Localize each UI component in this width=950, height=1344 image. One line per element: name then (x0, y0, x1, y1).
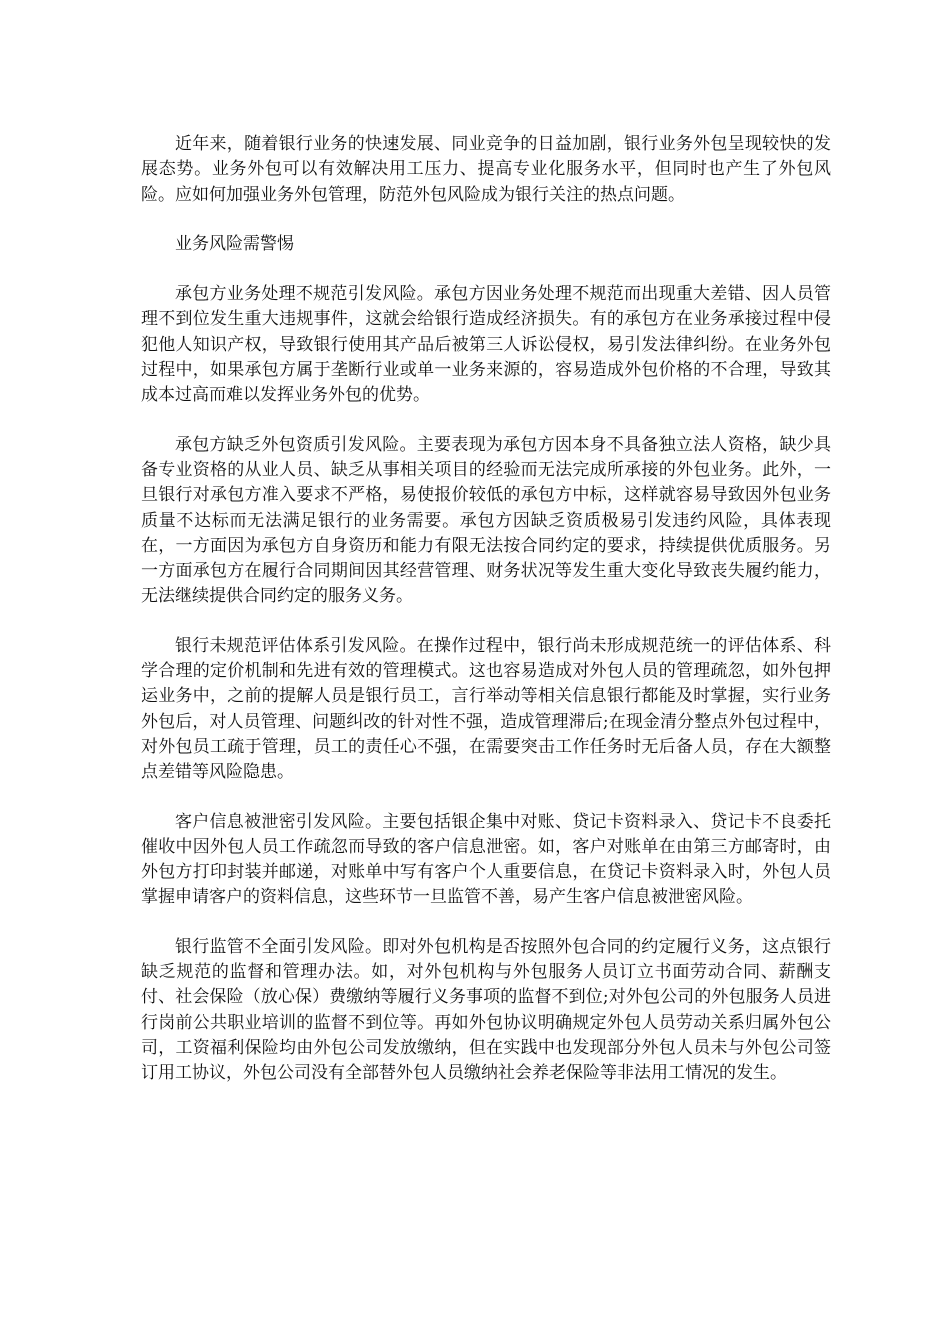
section-heading: 业务风险需警惕 (175, 233, 294, 254)
paragraph-bank-evaluation: 银行未规范评估体系引发风险。在操作过程中，银行尚未形成规范统一的评估体系、科学合理的定价机制和先进有效的管理模式。这也容易造成对外包人员的管理疏忽，如外包押运业务中，之前的提解人员是银行员工，言行举动等相关信息银行都能及时掌握，实行业务外包后，对人员管理、问题纠改的针对性不强，造成管理滞后;在现金清分整点外包过程中，对外包员工疏于管理，员工的责任心不强，在需要突击工作任务时无后备人员，存在大额整点差错等风险隐患。 (141, 635, 831, 783)
paragraph-contractor-qualification: 承包方缺乏外包资质引发风险。主要表现为承包方因本身不具备独立法人资格，缺少具备专业资格的从业人员、缺乏从事相关项目的经验而无法完成所承接的外包业务。此外，一旦银行对承包方准入要求不严格，易使报价较低的承包方中标，这样就容易导致因外包业务质量不达标而无法满足银行的业务需要。承包方因缺乏资质极易引发违约风险，具体表现在，一方面因为承包方自身资历和能力有限无法按合同约定的要求，持续提供优质服务。另一方面承包方在履行合同期间因其经营管理、财务状况等发生重大变化导致丧失履约能力，无法继续提供合同约定的服务义务。 (141, 434, 831, 607)
paragraph-bank-supervision: 银行监管不全面引发风险。即对外包机构是否按照外包合同的约定履行义务，这点银行缺乏规范的监督和管理办法。如，对外包机构与外包服务人员订立书面劳动合同、薪酬支付、社会保险（放心保）费缴纳等履行义务事项的监督不到位;对外包公司的外包服务人员进行岗前公共职业培训的监督不到位等。再如外包协议明确规定外包人员劳动关系归属外包公司，工资福利保险均由外包公司发放缴纳，但在实践中也发现部分外包人员未与外包公司签订用工协议，外包公司没有全部替外包人员缴纳社会养老保险等非法用工情况的发生。 (141, 936, 831, 1084)
document-body (141, 132, 831, 1111)
paragraph-customer-info-leak: 客户信息被泄密引发风险。主要包括银企集中对账、贷记卡资料录入、贷记卡不良委托催收中因外包人员工作疏忽而导致的客户信息泄密。如，客户对账单在由第三方邮寄时，由外包方打印封装并邮递，对账单中写有客户个人重要信息，在贷记卡资料录入时，外包人员掌握申请客户的资料信息，这些环节一旦监管不善，易产生客户信息被泄密风险。 (141, 811, 831, 908)
intro-paragraph: 近年来，随着银行业务的快速发展、同业竞争的日益加剧，银行业务外包呈现较快的发展态势。业务外包可以有效解决用工压力、提高专业化服务水平，但同时也产生了外包风险。应如何加强业务外包管理，防范外包风险成为银行关注的热点问题。 (141, 134, 831, 205)
paragraph-contractor-nonstandard: 承包方业务处理不规范引发风险。承包方因业务处理不规范而出现重大差错、因人员管理不到位发生重大违规事件，这就会给银行造成经济损失。有的承包方在业务承接过程中侵犯他人知识产权，导致银行使用其产品后被第三人诉讼侵权，易引发法律纠纷。在业务外包过程中，如果承包方属于垄断行业或单一业务来源的，容易造成外包价格的不合理，导致其成本过高而难以发挥业务外包的优势。 (141, 284, 831, 406)
